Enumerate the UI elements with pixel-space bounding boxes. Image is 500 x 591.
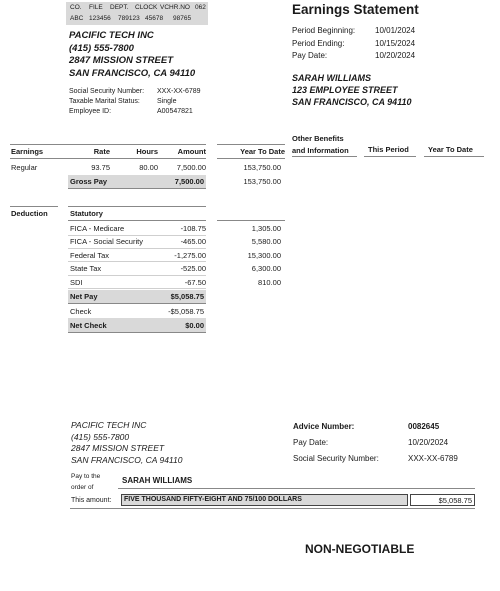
rate-header: Rate <box>93 147 110 156</box>
net-pay-label: Net Pay <box>70 292 98 301</box>
non-negotiable-stamp: NON-NEGOTIABLE <box>305 542 415 556</box>
payee-rule <box>118 488 475 489</box>
deduction-ytd: 15,300.00 <box>247 250 281 260</box>
code-value-clock: 45678 <box>145 15 164 22</box>
ytd-top-rule <box>217 144 285 145</box>
stub-pay-date-value: 10/20/2024 <box>408 438 449 447</box>
gross-pay-label: Gross Pay <box>70 177 108 186</box>
deduction-name: State Tax <box>70 264 102 274</box>
employee-id-value: A00547821 <box>157 108 193 115</box>
company-name: PACIFIC TECH INC <box>69 30 154 41</box>
benefits-ytd-header: Year To Date <box>428 145 473 154</box>
this-amount-label: This amount: <box>71 497 112 504</box>
marital-value: Single <box>157 98 177 105</box>
statutory-header-rule <box>68 220 206 221</box>
code-header-clock: CLOCK <box>135 4 158 11</box>
period-end-label: Period Ending: <box>292 38 345 48</box>
net-check-rule <box>68 332 206 333</box>
gross-bottom-rule <box>68 188 206 189</box>
deduction-amount: -1,275.00 <box>174 250 206 260</box>
deduction-row-rule <box>68 275 206 276</box>
benefits-rule-2 <box>364 156 416 157</box>
other-benefits-line1: Other Benefits <box>292 134 344 143</box>
amount-value: $5,058.75 <box>438 496 472 505</box>
pay-to-label <box>71 471 100 493</box>
statutory-top-rule <box>68 206 206 207</box>
stub-company-street: 2847 MISSION STREET <box>71 443 165 453</box>
stub-company-city: SAN FRANCISCO, CA 94110 <box>71 454 183 465</box>
earnings-header-rule <box>10 158 206 159</box>
employee-name: SARAH WILLIAMS <box>292 73 371 83</box>
check-amount: -$5,058.75 <box>168 307 204 316</box>
stub-ssn-label: Social Security Number: <box>293 454 379 463</box>
employee-street: 123 EMPLOYEE STREET <box>292 85 398 95</box>
code-value-co: ABC <box>70 15 84 22</box>
deduction-row-rule <box>68 248 206 249</box>
stub-pay-date-label: Pay Date: <box>293 438 329 447</box>
other-benefits-title <box>292 133 349 157</box>
deduction-name: Federal Tax <box>70 250 110 260</box>
gross-pay-ytd: 153,750.00 <box>243 177 281 186</box>
employee-address <box>292 72 412 108</box>
code-header-vchr: VCHR.NO <box>160 4 190 11</box>
stub-ssn-value: XXX-XX-6789 <box>408 454 458 463</box>
deduction-amount: -465.00 <box>180 237 206 247</box>
pay-to-line2: order of <box>71 484 94 491</box>
deduction-amount: -525.00 <box>180 264 206 274</box>
advice-value: 0082645 <box>408 422 440 431</box>
hours-header: Hours <box>136 147 158 156</box>
ytd-header-rule <box>217 158 285 159</box>
period-end-value: 10/15/2024 <box>375 38 416 48</box>
regular-amount: 7,500.00 <box>176 163 206 172</box>
deduction-ytd: 6,300.00 <box>251 264 281 274</box>
ytd-header: Year To Date <box>240 147 285 156</box>
period-info <box>292 25 415 63</box>
benefits-rule-1 <box>292 156 357 157</box>
deduction-header: Deduction <box>11 209 48 218</box>
regular-ytd: 153,750.00 <box>243 163 281 172</box>
stub-company-address <box>71 420 182 466</box>
code-value-file: 123456 <box>89 15 111 22</box>
deduction-name: SDI <box>70 277 83 287</box>
earnings-top-rule <box>10 144 206 145</box>
statement-title: Earnings Statement <box>292 2 419 17</box>
stub-company-phone: (415) 555-7800 <box>71 431 130 442</box>
deduction-row-rule <box>68 235 206 236</box>
pay-date-value: 10/20/2024 <box>375 51 416 60</box>
code-header-file: FILE <box>89 4 103 11</box>
benefits-rule-3 <box>424 156 484 157</box>
net-pay-rule <box>68 303 206 304</box>
company-address <box>69 30 195 80</box>
amount-rule <box>70 508 475 509</box>
net-check-label: Net Check <box>70 321 107 330</box>
company-city: SAN FRANCISCO, CA 94110 <box>69 67 196 79</box>
deduction-amount: -108.75 <box>180 224 206 233</box>
deduction-top-rule <box>10 206 58 207</box>
company-phone: (415) 555-7800 <box>69 42 134 54</box>
earnings-header: Earnings <box>11 147 44 156</box>
company-street: 2847 MISSION STREET <box>69 55 174 66</box>
check-label: Check <box>70 307 92 316</box>
net-pay-amount: $5,058.75 <box>170 292 204 301</box>
statutory-header: Statutory <box>70 209 103 218</box>
ssn-value: XXX-XX-6789 <box>157 88 201 95</box>
deduction-name: FICA - Medicare <box>70 224 125 233</box>
deduction-row-rule <box>68 288 206 289</box>
deduction-ytd: 5,580.00 <box>251 237 281 247</box>
employee-id-label: Employee ID: <box>69 108 112 115</box>
regular-label: Regular <box>11 163 38 172</box>
marital-label: Taxable Marital Status: <box>69 98 140 105</box>
code-header-dept: DEPT. <box>110 4 129 11</box>
employee-city: SAN FRANCISCO, CA 94110 <box>292 97 412 107</box>
other-benefits-line2: and Information <box>292 146 349 155</box>
code-header-co: CO. <box>70 4 82 11</box>
deduction-ytd: 810.00 <box>258 277 281 287</box>
net-check-amount: $0.00 <box>185 321 204 330</box>
ssn-label: Social Security Number: <box>69 88 145 95</box>
stub-company-name: PACIFIC TECH INC <box>71 420 147 430</box>
deduction-name: FICA - Social Security <box>70 237 143 247</box>
this-period-header: This Period <box>368 145 409 154</box>
pay-to-line1: Pay to the <box>71 473 101 480</box>
regular-rate: 93.75 <box>91 163 110 172</box>
deduction-row-rule <box>68 261 206 262</box>
deduction-ytd: 1,305.00 <box>251 224 281 233</box>
employee-ids <box>69 87 201 117</box>
gross-pay-amount: 7,500.00 <box>174 177 204 186</box>
code-header-062: 062 <box>195 4 206 11</box>
regular-hours: 80.00 <box>139 163 158 172</box>
period-begin-label: Period Beginning: <box>292 26 356 35</box>
period-begin-value: 10/01/2024 <box>375 26 416 35</box>
code-box <box>66 2 208 25</box>
amount-words: FIVE THOUSAND FIFTY-EIGHT AND 75/100 DOLLARS <box>124 496 302 503</box>
payee-name: SARAH WILLIAMS <box>122 476 193 485</box>
code-value-vchr: 98765 <box>173 15 192 22</box>
pay-date-label: Pay Date: <box>292 51 328 60</box>
code-value-dept: 789123 <box>118 15 140 22</box>
advice-label: Advice Number: <box>293 422 355 431</box>
amount-header: Amount <box>177 147 206 156</box>
deduction-ytd-rule <box>217 220 285 221</box>
deduction-amount: -67.50 <box>184 277 206 287</box>
